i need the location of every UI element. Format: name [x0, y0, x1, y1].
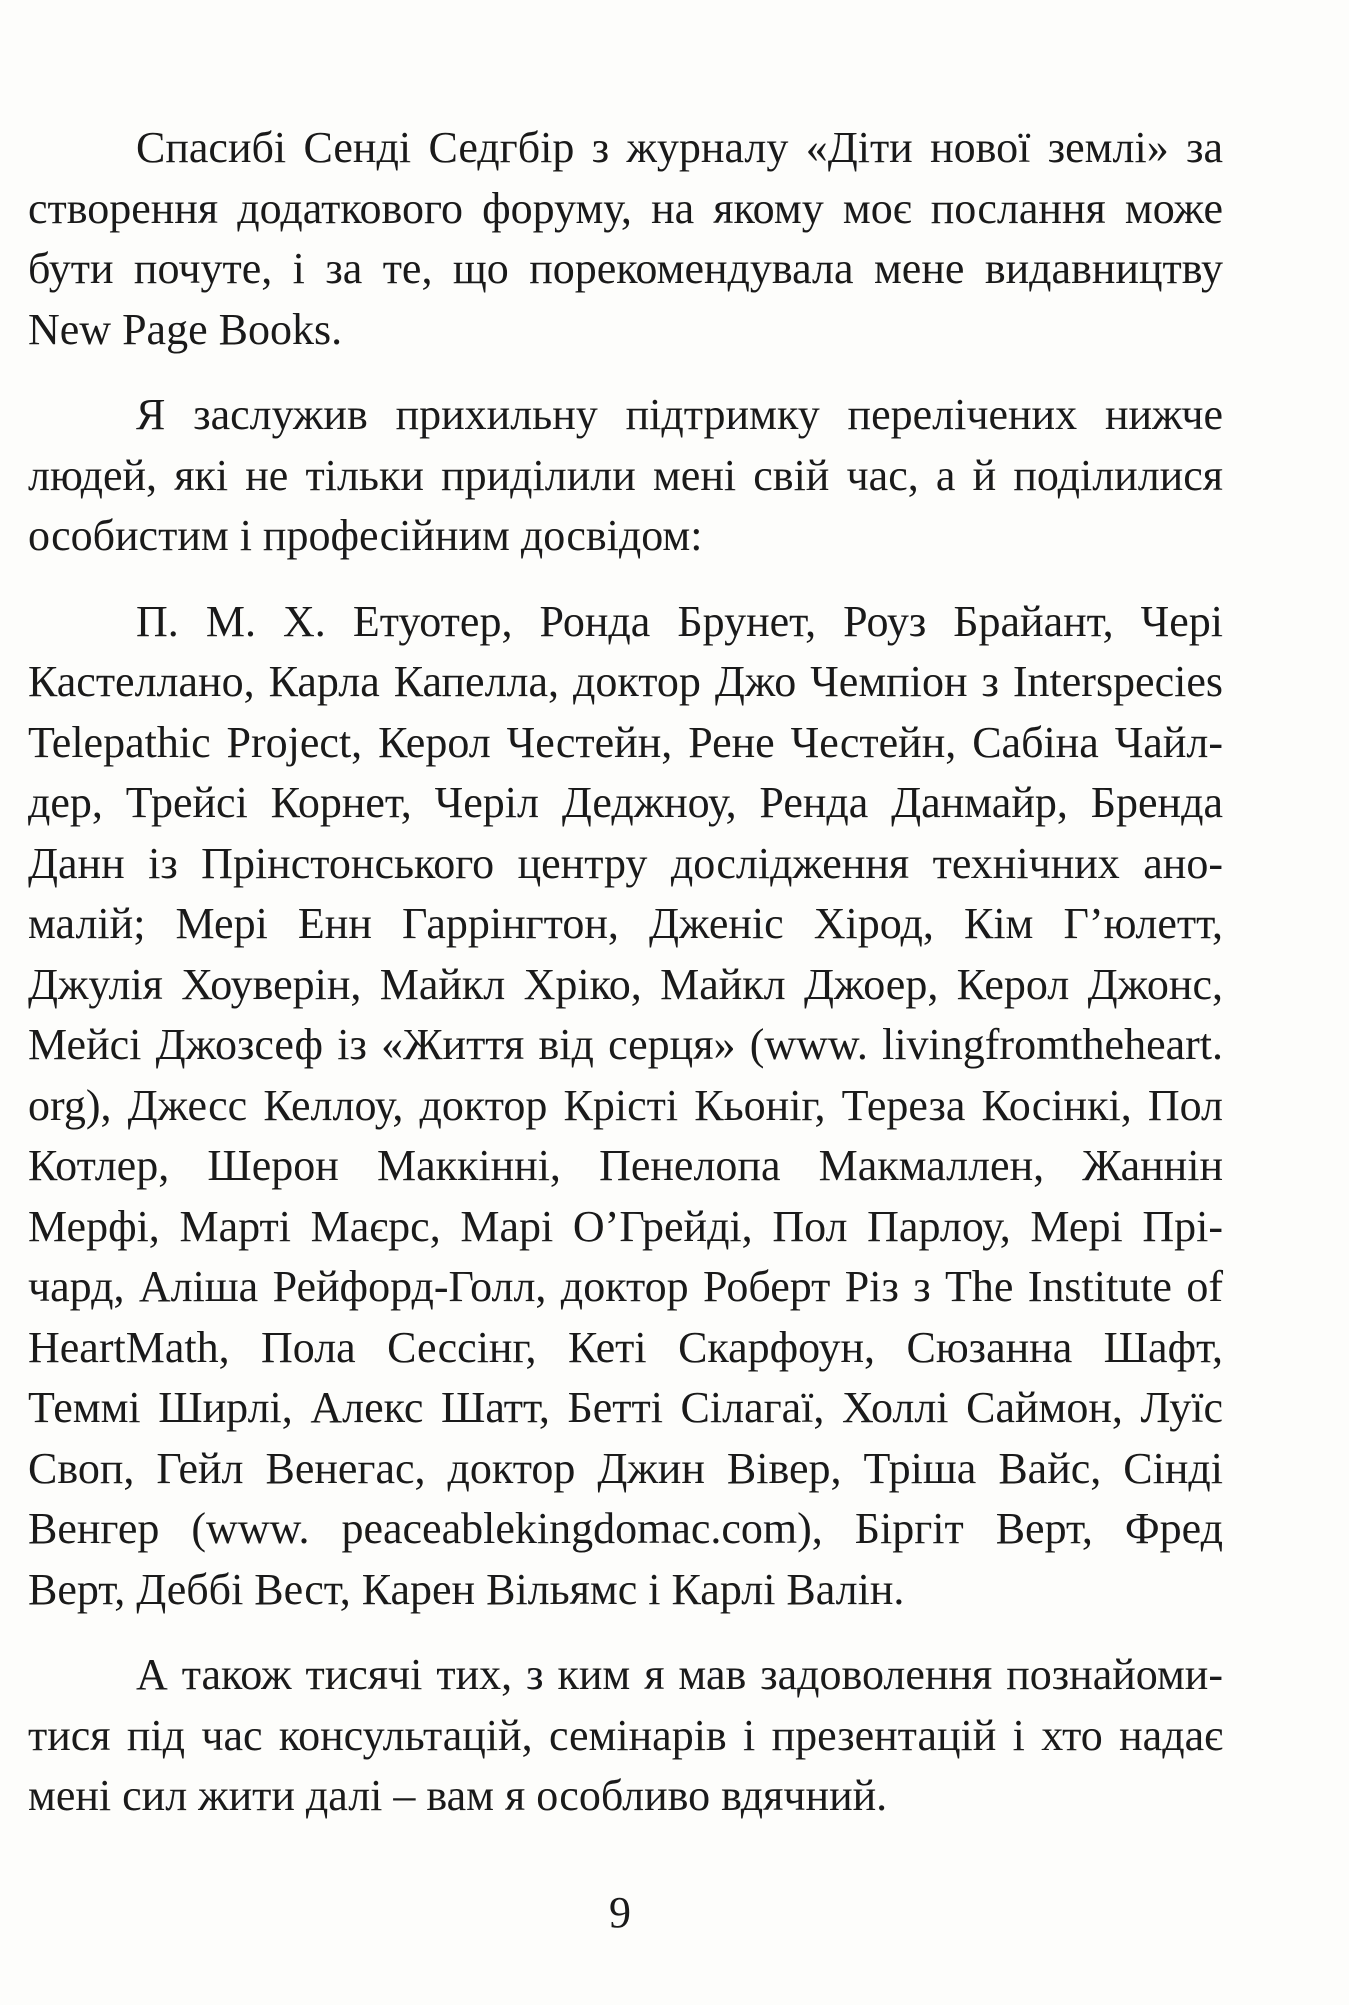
paragraph-closing-thanks: А також тисячі тих, з ким я мав задоволення познайомитися під час консультацій, семінарів і презентацій і хто надає мені сил жити далі – вам я особливо вдячний. [28, 1650, 1223, 1820]
page-body [28, 118, 1223, 1827]
paragraph-names-list: П. М. Х. Етуотер, Ронда Брунет, Роуз Брайант, Чері Кастеллано, Карла Капелла, доктор Джо Чемпіон з Interspecies Telepathic Project, Керол Честейн, Рене Честейн, Сабіна Чайлдер, Трейсі Корнет, Черіл Деджноу, Ренда Данмайр, Бренда Данн із Прінстонського центру дослідження технічних аномалій; Мері Енн Гаррінгтон, Дженіс Хірод, Кім Г’юлетт, Джулія Хоуверін, Майкл Хріко, Майкл Джоер, Керол Джонс, Мейсі Джозсеф із «Життя від серця» (www. livingfromtheheart. org), Джесс Келлоу, доктор Крісті Кьоніг, Тереза Косінкі, Пол Котлер, Шерон Маккінні, Пенелопа Макмаллен, Жаннін Мерфі, Марті Маєрс, Марі О’Грейді, Пол Парлоу, Мері Прічард, Аліша Рейфорд-Голл, доктор Роберт Різ з The Institute of HeartMath, Пола Сессінг, Кеті Скарфоун, Сюзанна Шафт, Теммі Ширлі, Алекс Шатт, Бетті Сілагаї, Холлі Саймон, Луїс Своп, Гейл Венегас, доктор Джин Вівер, Тріша Вайс, Сінді Венгер (www. peaceablekingdomac.com), Біргіт Верт, Фред Верт, Деббі Вест, Карен Вільямс і Карлі Валін. [28, 596, 1223, 1614]
page-number: 9 [609, 1888, 631, 1937]
paragraph-support-intro: Я заслужив прихильну підтримку перелічених нижче людей, які не тільки приділили мені свій час, а й поділилися особистим і професійним досвідом: [28, 390, 1223, 560]
paragraph-thanks-sedgbir: Спасибі Сенді Седгбір з журналу «Діти нової землі» за створення додаткового форуму, на якому моє послання може бути почуте, і за те, що порекомендувала мене видавництву New Page Books. [28, 123, 1223, 354]
